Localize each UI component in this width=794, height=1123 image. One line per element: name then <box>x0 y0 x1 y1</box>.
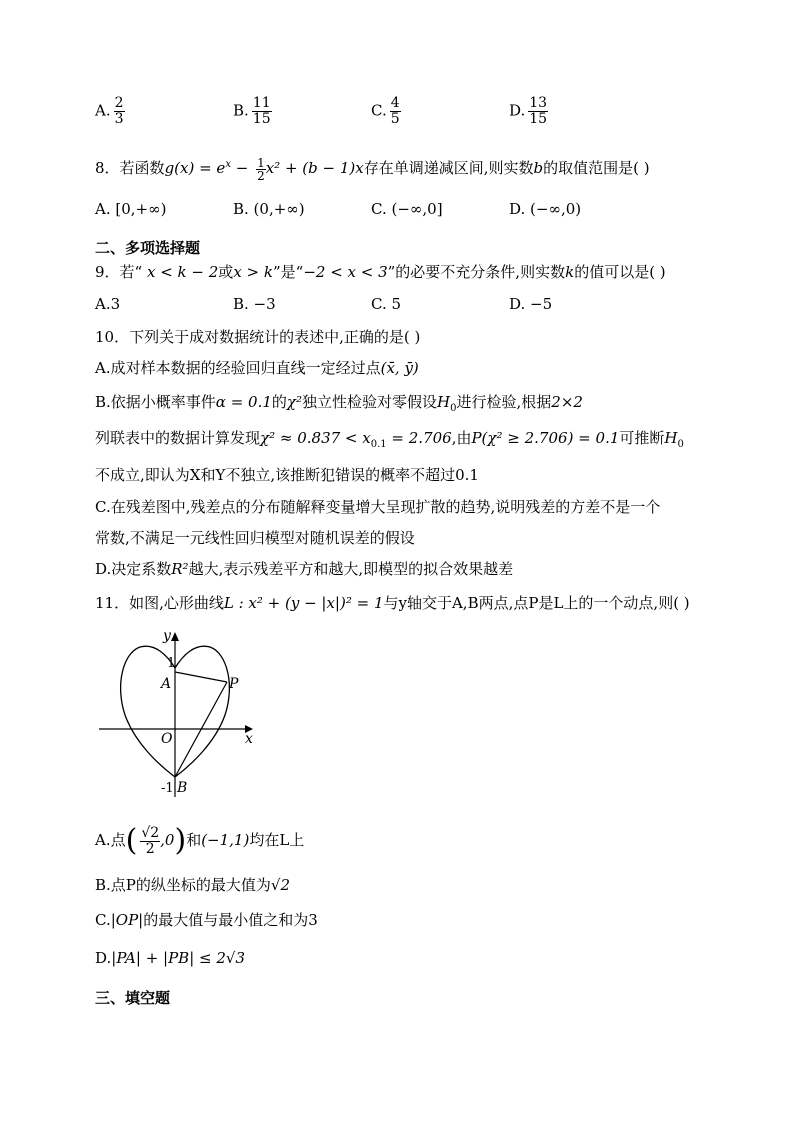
q9-cond1: x < k − 2 <box>142 263 219 281</box>
q9-cond2: x > k <box>233 263 273 281</box>
q9-option-c: C. 5 <box>371 295 402 313</box>
tick-label-minus-one: -1 <box>161 781 174 796</box>
q8-sup: x <box>225 159 231 170</box>
q11-d-expr: |PA| + |PB| ≤ 2√3 <box>111 949 245 967</box>
left-paren: ( <box>125 823 138 858</box>
q10-b2a: 列联表中的数据计算发现 <box>95 429 261 447</box>
numerator: √2 <box>141 824 160 841</box>
q8-post: 存在单调递减区间,则实数 <box>363 159 534 177</box>
q10-b2d: ,由 <box>451 429 472 447</box>
q10-a-text: A.成对样本数据的经验回归直线一定经过点 <box>95 359 381 377</box>
q10-b1a: B.依据小概率事件 <box>95 393 216 411</box>
q9-text-c: ”的必要不充分条件,则实数 <box>387 263 566 281</box>
q7-option-a <box>95 96 233 127</box>
segment-ap <box>175 672 227 682</box>
q11-a-and: 和 <box>186 831 202 849</box>
option-label: B. <box>233 101 249 120</box>
section2-title: 二、多项选择题 <box>95 239 201 257</box>
q9-cond3: −2 < x < 3 <box>303 263 388 281</box>
q11-a-tail: 均在L上 <box>249 831 305 849</box>
fraction <box>140 826 160 857</box>
q10-d-a: D.决定系数 <box>95 560 172 578</box>
y-axis-arrow-icon <box>171 632 179 641</box>
q11-option-a <box>95 820 304 860</box>
q7-options <box>95 96 715 127</box>
q10-d-c: 越大,表示残差平方和越大,即模型的拟合效果越差 <box>188 560 514 578</box>
heart-curve-figure <box>95 625 265 800</box>
q10-b1h: 2×2 <box>551 393 583 411</box>
q11-stem-c: 与y轴交于A,B两点,点P是L上的一个动点,则( ) <box>383 594 690 612</box>
q9-stem <box>95 262 666 282</box>
q11-option-b <box>95 875 290 895</box>
q9-options <box>95 295 715 313</box>
denominator: 5 <box>390 111 400 127</box>
q11-option-c <box>95 910 318 930</box>
q11-a-rest: ,0 <box>160 831 175 849</box>
q8-option-a: A. [0,+∞) <box>95 200 167 218</box>
q11-a-text: A.点 <box>95 831 126 849</box>
numerator: 2 <box>114 95 124 111</box>
fraction <box>256 157 266 182</box>
fraction <box>390 96 401 127</box>
q10-option-b-line1 <box>95 392 583 419</box>
q11-b-value: √2 <box>270 876 290 894</box>
q11-option-d <box>95 948 245 968</box>
q11-b-text: B.点P的纵坐标的最大值为 <box>95 876 271 894</box>
y-axis-label: y <box>163 628 171 644</box>
q8-var: b <box>533 159 544 177</box>
q9-text-b: ”是“ <box>272 263 304 281</box>
q8-options <box>95 200 715 218</box>
q9-option-b: B. −3 <box>233 295 276 313</box>
q10-b1b: α = 0.1 <box>215 393 272 411</box>
q10-b1e: 独立性检验对零假设 <box>302 393 438 411</box>
q9-text-a: 若“ <box>119 263 143 281</box>
point-b-label: B <box>177 780 188 796</box>
q10-b2e: P(χ² ≥ 2.706) = 0.1 <box>471 429 620 447</box>
tick-label-one: 1 <box>167 656 176 671</box>
q11-stem-b: L : x² + (y − |x|)² = 1 <box>223 594 384 612</box>
right-paren: ) <box>174 823 187 858</box>
q10-b1g: 进行检验,根据 <box>456 393 552 411</box>
q11-stem-a: 11．如图,心形曲线 <box>95 594 224 612</box>
denominator: 15 <box>529 111 548 127</box>
point-a-label: A <box>161 676 172 692</box>
option-label: C. <box>371 101 387 120</box>
denominator: 3 <box>114 111 124 127</box>
q8-option-b: B. (0,+∞) <box>233 200 305 218</box>
fraction <box>252 96 272 127</box>
q8-option-d: D. (−∞,0) <box>509 200 582 218</box>
q9-text-d: 的值可以是( ) <box>574 263 666 281</box>
q8-minus: − <box>230 159 254 177</box>
q8-option-c: C. (−∞,0] <box>371 200 443 218</box>
q8-stem <box>95 155 650 182</box>
q10-option-a <box>95 358 419 378</box>
q8-tail: 的取值范围是( ) <box>543 159 650 177</box>
q11-c-op: |OP| <box>110 911 144 929</box>
q10-option-d <box>95 559 513 579</box>
q7-option-d <box>509 96 647 127</box>
q10-b2f: 可推断 <box>619 429 665 447</box>
q8-rest: x² + (b − 1)x <box>265 159 364 177</box>
q7-option-b <box>233 96 371 127</box>
q10-option-c-line1: C.在残差图中,残差点的分布随解释变量增大呈现扩散的趋势,说明残差的方差不是一个 <box>95 498 661 516</box>
q10-b2g-sub: 0 <box>677 439 684 450</box>
q9-option-a: A.3 <box>95 295 121 313</box>
x-axis-label: x <box>245 731 253 747</box>
q11-c-text: 的最大值与最小值之和为3 <box>143 911 318 929</box>
option-label: A. <box>95 101 111 120</box>
fraction <box>528 96 548 127</box>
denominator: 2 <box>145 840 155 857</box>
q10-b1d: χ² <box>286 393 303 411</box>
q10-a-point: (x̄, ȳ) <box>380 359 419 377</box>
q10-b1f: H <box>437 393 451 411</box>
q10-d-b: R² <box>171 560 189 578</box>
denominator: 15 <box>252 111 271 127</box>
q9-or: 或 <box>218 263 234 281</box>
q10-option-c-line2: 常数,不满足一元线性回归模型对随机误差的假设 <box>95 529 415 547</box>
q9-var: k <box>565 263 575 281</box>
option-label: D. <box>509 101 526 120</box>
q10-b2b-sub: 0.1 <box>370 439 387 450</box>
q10-option-b-line2 <box>95 428 684 455</box>
q11-a-point2: (−1,1) <box>201 831 250 849</box>
denominator: 2 <box>257 168 265 183</box>
section3-title: 三、填空题 <box>95 989 171 1007</box>
q10-option-b-line3: 不成立,即认为X和Y不独立,该推断犯错误的概率不超过0.1 <box>95 466 479 484</box>
origin-label: O <box>161 731 173 747</box>
question-number: 8． <box>95 159 120 177</box>
q7-option-c <box>371 96 509 127</box>
fraction <box>114 96 125 127</box>
numerator: 4 <box>390 95 400 111</box>
question-number: 9． <box>95 263 120 281</box>
q11-c-label: C. <box>95 911 111 929</box>
q10-b1c: 的 <box>271 393 287 411</box>
q8-pre: 若函数 <box>119 159 165 177</box>
q10-b2g: H <box>664 429 678 447</box>
q9-option-d: D. −5 <box>509 295 553 313</box>
q10-b2c: = 2.706 <box>386 429 452 447</box>
q8-func: g(x) = e <box>164 159 226 177</box>
q10-b1f-sub: 0 <box>450 403 457 414</box>
numerator: 1 <box>257 155 265 170</box>
point-p-label: P <box>229 676 239 692</box>
q10-stem: 10．下列关于成对数据统计的表述中,正确的是( ) <box>95 328 421 346</box>
numerator: 13 <box>529 95 548 111</box>
q11-stem <box>95 593 690 613</box>
q11-d-label: D. <box>95 949 112 967</box>
numerator: 11 <box>252 95 271 111</box>
q10-b2b: χ² ≈ 0.837 < x <box>260 429 371 447</box>
